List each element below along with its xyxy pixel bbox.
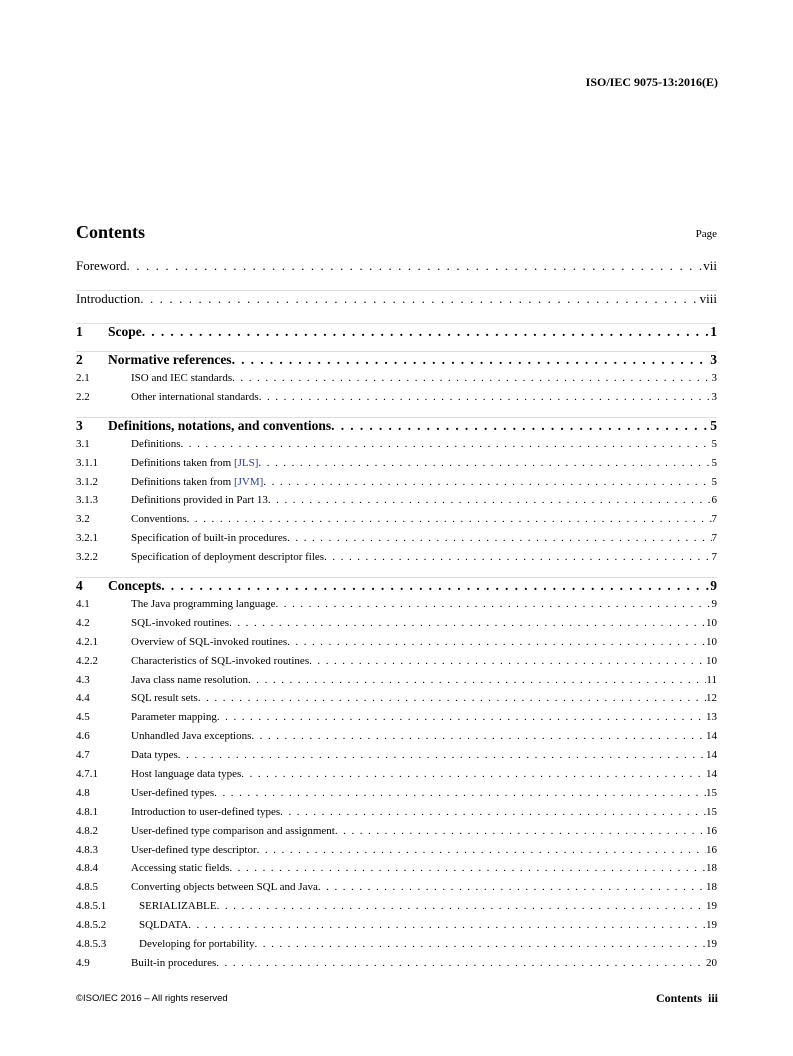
toc-entry-title (131, 692, 198, 704)
toc-entry-page: 7 (711, 513, 717, 526)
toc-entry-title-text: Definitions, notations, and conventions (108, 417, 332, 433)
toc-leader-dots (280, 806, 706, 818)
toc-entry[interactable] (76, 787, 717, 806)
toc-entry-title-text: SQL-invoked routines (131, 616, 230, 629)
toc-entry-title (131, 919, 188, 931)
toc-entry-title-text: ISO and IEC standards (131, 372, 233, 384)
toc-entry-title (108, 418, 331, 434)
toc-entry-page: 19 (706, 919, 717, 932)
toc-entry-title-text: Definitions (131, 437, 181, 450)
toc-entry-number: 4.4 (76, 692, 90, 705)
toc-leader-dots (198, 692, 706, 704)
toc-entry-page: vii (703, 258, 717, 273)
toc-entry-reference-link[interactable]: [JLS] (233, 456, 259, 469)
toc-entry-number: 1 (76, 324, 83, 339)
toc-entry-page: 14 (706, 730, 717, 743)
toc-entry-page: 10 (706, 654, 717, 667)
toc-leader-dots (263, 476, 711, 488)
toc-entry[interactable] (76, 919, 717, 938)
toc-entry-title-text: Definitions taken from (131, 456, 234, 469)
toc-leader-dots (259, 391, 712, 403)
toc-entry-page: 5 (711, 437, 717, 450)
toc-leader-dots (275, 598, 711, 610)
toc-entry-number: 2.1 (76, 372, 90, 384)
toc-entry[interactable] (76, 749, 717, 768)
toc-entry-page: 7 (711, 532, 717, 545)
toc-entry-title (131, 655, 309, 667)
toc-entry-title (108, 324, 142, 340)
toc-entry-page: 10 (706, 616, 717, 629)
toc-leader-dots (216, 957, 706, 969)
toc-entry-title-text: User-defined types (131, 786, 215, 799)
toc-entry-number: 4.5 (76, 711, 90, 724)
toc-entry-page: 15 (706, 786, 717, 799)
toc-entry-title-text: Unhandled Java exceptions (131, 730, 252, 743)
toc-leader-dots (331, 418, 710, 434)
toc-leader-dots (140, 291, 699, 307)
toc-entry-title-text: Definitions taken from (131, 475, 234, 488)
toc-entry-page: 16 (706, 824, 717, 837)
toc-leader-dots (188, 919, 706, 931)
toc-entry[interactable] (76, 438, 717, 457)
toc-entry[interactable] (76, 323, 717, 344)
toc-entry-number: 4.9 (76, 956, 90, 969)
toc-entry-title-text: Scope (108, 324, 142, 339)
toc-entry[interactable] (76, 476, 717, 495)
toc-entry-number: 4.8.5.2 (76, 919, 107, 932)
toc-entry-title (131, 438, 181, 450)
toc-entry[interactable] (76, 806, 717, 825)
toc-entry-title (131, 372, 232, 384)
toc-entry-title-text: Accessing static fields (131, 862, 230, 875)
toc-entry-title-text: Concepts (108, 578, 162, 594)
toc-entry-title (131, 730, 251, 742)
toc-entry-page: 20 (706, 956, 717, 969)
toc-entry-number: 4.8.5.1 (76, 900, 107, 913)
toc-entry[interactable] (76, 881, 717, 900)
toc-entry-page: 19 (706, 900, 717, 913)
footer-page-number: iii (707, 991, 718, 1005)
toc-leader-dots (324, 551, 711, 563)
toc-entry-title-text: Data types (131, 749, 178, 762)
toc-entry[interactable] (76, 577, 717, 598)
toc-entry-page: 18 (706, 881, 717, 894)
toc-entry-page: 15 (706, 805, 717, 818)
toc-entry-number: 4.7.1 (76, 768, 98, 781)
toc-entry-page: 3 (710, 352, 717, 367)
toc-entry[interactable] (76, 457, 717, 476)
toc-entry-page: 12 (706, 692, 717, 705)
toc-entry-title-text: User-defined type comparison and assignment (131, 824, 335, 837)
toc-leader-dots (178, 749, 706, 761)
toc-entry-title-text: Overview of SQL-invoked routines (131, 635, 288, 648)
toc-entry-title (131, 881, 318, 893)
toc-entry-number: 3.2 (76, 513, 90, 526)
toc-entry-title (108, 578, 161, 594)
toc-entry-title-text: Specification of built-in procedures (131, 532, 288, 545)
toc-entry-title-text: The Java programming language (131, 598, 276, 611)
toc-leader-dots (335, 825, 706, 837)
toc-entry[interactable] (76, 372, 717, 391)
toc-entry-title (108, 352, 232, 368)
toc-leader-dots (187, 513, 712, 525)
footer-page (656, 991, 718, 1006)
toc-entry-number: 3 (76, 417, 83, 433)
toc-entry-title-text: Conventions (131, 513, 187, 526)
toc-entry-title (131, 900, 217, 912)
toc-entry[interactable] (76, 617, 717, 636)
toc-leader-dots (287, 532, 711, 544)
toc-entry-title (131, 957, 216, 969)
toc-entry-page: viii (699, 291, 717, 306)
toc-leader-dots (161, 578, 710, 594)
toc-entry[interactable] (76, 730, 717, 749)
toc-entry-title (76, 258, 127, 274)
toc-entry-page: 7 (711, 551, 717, 564)
toc-entry-title (131, 938, 254, 950)
toc-entry[interactable] (76, 290, 717, 316)
toc-entry-title (131, 476, 263, 488)
toc-entry-title-text: Introduction (76, 291, 141, 306)
toc-entry-title (131, 457, 258, 469)
toc-leader-dots (241, 768, 706, 780)
toc-entry-title (131, 636, 287, 648)
toc-entry[interactable] (76, 258, 717, 283)
toc-entry[interactable] (76, 692, 717, 711)
toc-entry-title-text: Characteristics of SQL-invoked routines (131, 654, 310, 667)
toc-entry-title (131, 674, 248, 686)
toc-entry-number: 2 (76, 352, 83, 367)
toc-entry-title (131, 787, 214, 799)
toc-leader-dots (214, 787, 706, 799)
toc-entry-title-text: SQLDATA (139, 919, 189, 932)
toc-entry-title-text: User-defined type descriptor (131, 843, 257, 856)
toc-leader-dots (248, 674, 706, 686)
toc-entry-number: 4.8.4 (76, 862, 98, 875)
toc-entry-number: 3.1.1 (76, 456, 98, 469)
footer-section: Contents (655, 991, 702, 1005)
toc-entry-page: 5 (710, 417, 717, 433)
toc-entry-title (131, 494, 268, 506)
toc-entry-number: 4.8.5.3 (76, 938, 107, 951)
toc-entry-title-text: Host language data types (131, 768, 242, 781)
toc-entry-page: 13 (706, 711, 717, 724)
toc-leader-dots (229, 862, 706, 874)
toc-entry-number: 4.8.1 (76, 805, 98, 818)
toc-entry-number: 3.2.2 (76, 551, 98, 564)
toc-entry-title-text: Specification of deployment descriptor files (131, 551, 325, 564)
toc-entry-title (131, 768, 241, 780)
toc-entry-title-text: Converting objects between SQL and Java (131, 881, 318, 894)
contents-title: Contents (76, 222, 146, 242)
toc-entry-page: 3 (711, 390, 717, 403)
toc-leader-dots (254, 938, 706, 950)
toc-entry-title (131, 825, 335, 837)
toc-entry-reference-link[interactable]: [JVM] (233, 475, 264, 488)
toc-entry-number: 4.2 (76, 616, 90, 629)
toc-entry-title-text: SERIALIZABLE (139, 900, 217, 913)
toc-leader-dots (251, 730, 706, 742)
toc-entry-number: 3.1.3 (76, 494, 98, 507)
table-of-contents (76, 258, 717, 976)
toc-entry[interactable] (76, 711, 717, 730)
toc-entry-title (131, 598, 275, 610)
toc-entry[interactable] (76, 551, 717, 570)
toc-entry-page: 9 (710, 578, 717, 594)
toc-entry-number: 4.1 (76, 598, 90, 611)
toc-entry-title-text: Built-in procedures (131, 956, 217, 969)
toc-entry-page: 9 (711, 598, 717, 611)
toc-entry-title (131, 711, 217, 723)
toc-entry-number: 3.1.2 (76, 475, 98, 488)
toc-entry-number: 3.1 (76, 437, 90, 450)
toc-entry[interactable] (76, 900, 717, 919)
toc-entry-title (131, 617, 229, 629)
toc-entry-title-text: Parameter mapping (131, 711, 217, 724)
toc-entry-title-text: Developing for portability (139, 938, 255, 951)
toc-leader-dots (309, 655, 706, 667)
toc-entry-page: 5 (711, 475, 717, 488)
toc-leader-dots (257, 844, 706, 856)
toc-entry-page: 16 (706, 843, 717, 856)
toc-entry[interactable] (76, 674, 717, 693)
footer-copyright: ©ISO/IEC 2016 – All rights reserved (76, 993, 228, 1004)
toc-entry-number: 3.2.1 (76, 532, 98, 545)
toc-leader-dots (232, 372, 711, 384)
toc-leader-dots (217, 900, 706, 912)
toc-entry-page: 1 (710, 324, 717, 339)
toc-leader-dots (217, 711, 706, 723)
toc-entry-page: 14 (706, 768, 717, 781)
document-id: ISO/IEC 9075-13:2016(E) (585, 75, 718, 89)
toc-entry-title-text: Introduction to user-defined types (131, 805, 281, 818)
toc-entry-title (131, 844, 257, 856)
toc-entry[interactable] (76, 494, 717, 513)
toc-entry-number: 4 (76, 578, 83, 594)
toc-entry-number: 4.2.2 (76, 654, 98, 667)
toc-entry[interactable] (76, 417, 717, 438)
page-column-label: Page (695, 228, 717, 240)
toc-entry-page: 5 (711, 456, 717, 469)
toc-entry-number: 4.7 (76, 749, 90, 762)
toc-entry-title-text: Normative references (108, 352, 232, 367)
toc-entry-page: 18 (706, 862, 717, 875)
toc-entry-title (131, 862, 229, 874)
toc-entry[interactable] (76, 351, 717, 372)
toc-entry-title-text: Other international standards (131, 390, 259, 403)
toc-entry[interactable] (76, 655, 717, 674)
toc-entry-number: 4.8 (76, 786, 90, 799)
toc-entry[interactable] (76, 532, 717, 551)
toc-entry[interactable] (76, 825, 717, 844)
toc-leader-dots (287, 636, 706, 648)
toc-entry-title-text: Java class name resolution (131, 673, 248, 686)
toc-entry-number: 4.6 (76, 730, 90, 743)
toc-entry-title (131, 806, 280, 818)
toc-entry[interactable] (76, 862, 717, 881)
toc-entry-title (131, 532, 287, 544)
toc-entry-title (131, 513, 187, 525)
toc-entry-number: 4.8.2 (76, 824, 98, 837)
toc-entry[interactable] (76, 513, 717, 532)
toc-entry-page: 3 (711, 372, 717, 384)
toc-entry-page: 10 (706, 635, 717, 648)
toc-leader-dots (229, 617, 706, 629)
toc-entry-number: 4.8.5 (76, 881, 98, 894)
toc-entry[interactable] (76, 957, 717, 976)
toc-entry-page: 6 (711, 494, 717, 507)
toc-leader-dots (318, 881, 706, 893)
toc-entry[interactable] (76, 768, 717, 787)
toc-entry-number: 4.8.3 (76, 843, 98, 856)
toc-leader-dots (232, 352, 711, 368)
toc-entry[interactable] (76, 598, 717, 617)
toc-entry-title-text: SQL result sets (131, 692, 198, 705)
toc-entry-number: 4.2.1 (76, 635, 98, 648)
toc-entry-page: 11 (706, 673, 717, 686)
toc-leader-dots (142, 324, 711, 340)
toc-leader-dots (268, 494, 712, 506)
toc-entry-page: 19 (706, 938, 717, 951)
toc-entry-title (76, 291, 140, 307)
toc-entry-title-text: Foreword (76, 258, 127, 273)
toc-entry[interactable] (76, 938, 717, 957)
toc-entry-number: 4.3 (76, 673, 90, 686)
toc-entry[interactable] (76, 391, 717, 410)
toc-leader-dots (181, 438, 712, 450)
toc-entry-page: 14 (706, 749, 717, 762)
toc-entry-title (131, 391, 259, 403)
toc-entry[interactable] (76, 636, 717, 655)
toc-leader-dots (127, 258, 704, 274)
toc-entry-title-text: Definitions provided in Part 13 (131, 494, 268, 507)
toc-entry-title (131, 749, 178, 761)
toc-leader-dots (258, 457, 711, 469)
toc-entry[interactable] (76, 844, 717, 863)
toc-entry-number: 2.2 (76, 390, 90, 403)
toc-entry-title (131, 551, 324, 563)
